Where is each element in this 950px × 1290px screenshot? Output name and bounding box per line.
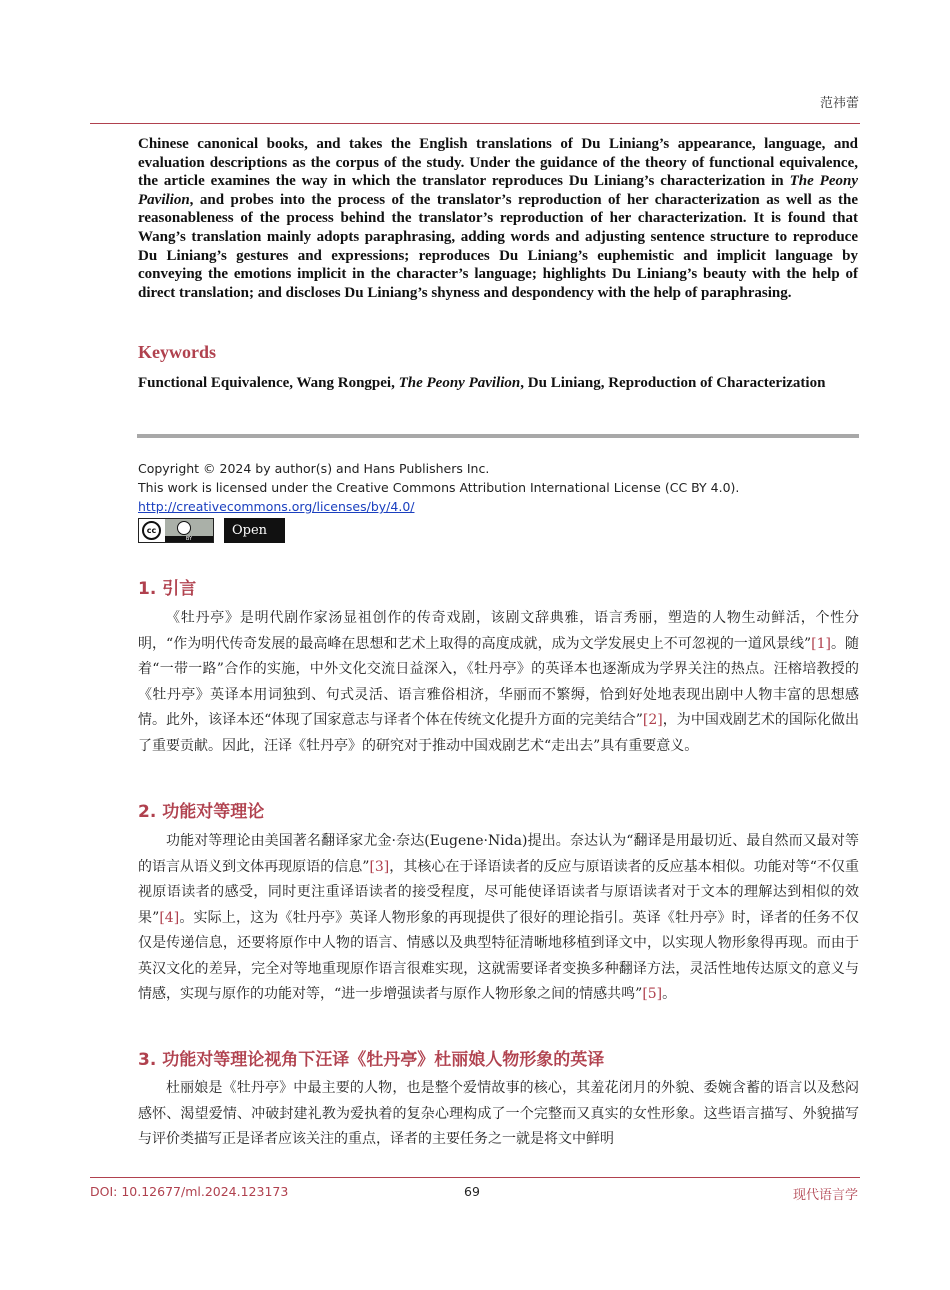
section-3-paragraph: 杜丽娘是《牡丹亭》中最主要的人物，也是整个爱情故事的核心，其羞花闭月的外貌、委婉含蓄的语言以及愁闷感怀、渴望爱情、冲破封建礼教为爱执着的复杂心理构成了一个完整而又真实的女性形象。这些语言描写、外貌描写与评价类描写正是译者应该关注的重点，译者的主要任务之一就是将文中鲜明 xyxy=(138,1080,859,1147)
section-1-paragraph: 《牡丹亭》是明代剧作家汤显祖创作的传奇戏剧，该剧文辞典雅，语言秀丽，塑造的人物生动鲜活，个性分明，“作为明代传奇发展的最高峰在思想和艺术上取得的高度成就，成为文学发展史上不可忽视的一道风景线”[1]。随着“一带一路”合作的实施，中外文化交流日益深入，《牡丹亭》的英译本也逐渐成为学界关注的热点。汪榕培教授的《牡丹亭》英译本用词独到、句式灵活、语言雅俗相济，华丽而不繁缛，恰到好处地表现出剧中人物丰富的思想感情。此外，该译本还“体现了国家意志与译者个体在传统文化提升方面的完美结合”[2]，为中国戏剧艺术的国际化做出了重要贡献。因此，汪译《牡丹亭》的研究对于推动中国戏剧艺术“走出去”具有重要意义。 xyxy=(138,610,860,754)
license-line: This work is licensed under the Creative Commons Attribution International License (CC BY 4.0). xyxy=(138,480,740,495)
license-link[interactable]: http://creativecommons.org/licenses/by/4.0/ xyxy=(138,499,415,514)
page-number: 69 xyxy=(464,1184,480,1199)
footer-divider xyxy=(90,1177,860,1178)
journal-name: 现代语言学 xyxy=(792,1188,858,1203)
cc-by-badge-icon[interactable] xyxy=(138,518,214,543)
section-heading-3: 3. 功能对等理论视角下汪译《牡丹亭》杜丽娘人物形象的英译 xyxy=(138,1050,605,1070)
running-header-author: 范祎蕾 xyxy=(819,96,859,111)
abstract-title-italic: The Peony Pavilion xyxy=(138,173,858,208)
citation-link[interactable]: [1] xyxy=(811,635,831,652)
open-access-badge[interactable]: Open Access xyxy=(224,518,285,543)
footer-doi[interactable]: DOI: 10.12677/ml.2024.123173 xyxy=(90,1184,289,1199)
section-divider xyxy=(137,434,859,438)
cc-icon: cc xyxy=(142,521,161,540)
abstract-text xyxy=(138,135,858,302)
section-2-paragraph: 功能对等理论由美国著名翻译家尤金·奈达(Eugene·Nida)提出。奈达认为“翻译是用最切近、最自然而又最对等的语言从语义到文体再现原语的信息”[3]，其核心在于译语读者的反应与原语读者的反应基本相似。功能对等“不仅重视原语读者的感受，同时更注重译语读者的接受程度，尽可能使译语读者与原语读者对于文本的理解达到相似的效果”[4]。实际上，这为《牡丹亭》英译人物形象的再现提供了很好的理论指引。英译《牡丹亭》时，译者的任务不仅仅是传递信息，还要将原作中人物的语言、情感以及典型特征清晰地移植到译文中，以实现人物形象得再现。而由于英汉文化的差异，完全对等地重现原作语言很难实现，这就需要译者变换多种翻译方法，灵活性地传达原文的意义与情感，实现与原作的功能对等，“进一步增强读者与原作人物形象之间的情感共鸣”[5]。 xyxy=(138,833,860,1002)
person-icon xyxy=(177,521,191,535)
section-heading-1: 1. 引言 xyxy=(138,579,197,599)
header-divider xyxy=(90,123,860,124)
citation-link[interactable]: [3] xyxy=(369,858,390,875)
copyright-line: Copyright © 2024 by author(s) and Hans Publishers Inc. xyxy=(138,461,490,476)
keywords-part2: , Du Liniang, Reproduction of Characterization xyxy=(520,375,826,391)
citation-link[interactable]: [2] xyxy=(642,712,663,728)
section-heading-2: 2. 功能对等理论 xyxy=(138,802,265,822)
abstract-part2: , and probes into the process of the translator’s reproduction of her characterization as well as the reasonableness of the process behind the translator’s reproduction of her characterization. It is found that Wang’s translation mainly adopts paraphrasing, adding words and adjusting sentence structure to reproduce Du Liniang’s gestures and expressions; reproduces Du Liniang’s euphemistic and implicit language by conveying the emotions implicit in the character’s language; highlights Du Liniang’s beauty with the help of direct translation; and discloses Du Liniang’s shyness and despondency with the help of paraphrasing. xyxy=(138,191,858,301)
keywords-text xyxy=(138,374,838,393)
citation-link[interactable]: [5] xyxy=(642,986,663,1002)
copyright-block xyxy=(138,459,858,516)
citation-link[interactable]: [4] xyxy=(159,909,180,926)
keywords-title-italic: The Peony Pavilion xyxy=(398,375,521,391)
abstract-part1: Chinese canonical books, and takes the English translations of Du Liniang’s appearance, language, and evaluation descriptions as the corpus of the study. Under the guidance of the theory of functional equivalence, the article examines the way in which the translator reproduces Du Liniang’s characterization in xyxy=(138,136,858,190)
keywords-heading: Keywords xyxy=(138,342,216,362)
by-label: BY xyxy=(165,536,213,542)
keywords-part1: Functional Equivalence, Wang Rongpei, xyxy=(138,375,399,391)
